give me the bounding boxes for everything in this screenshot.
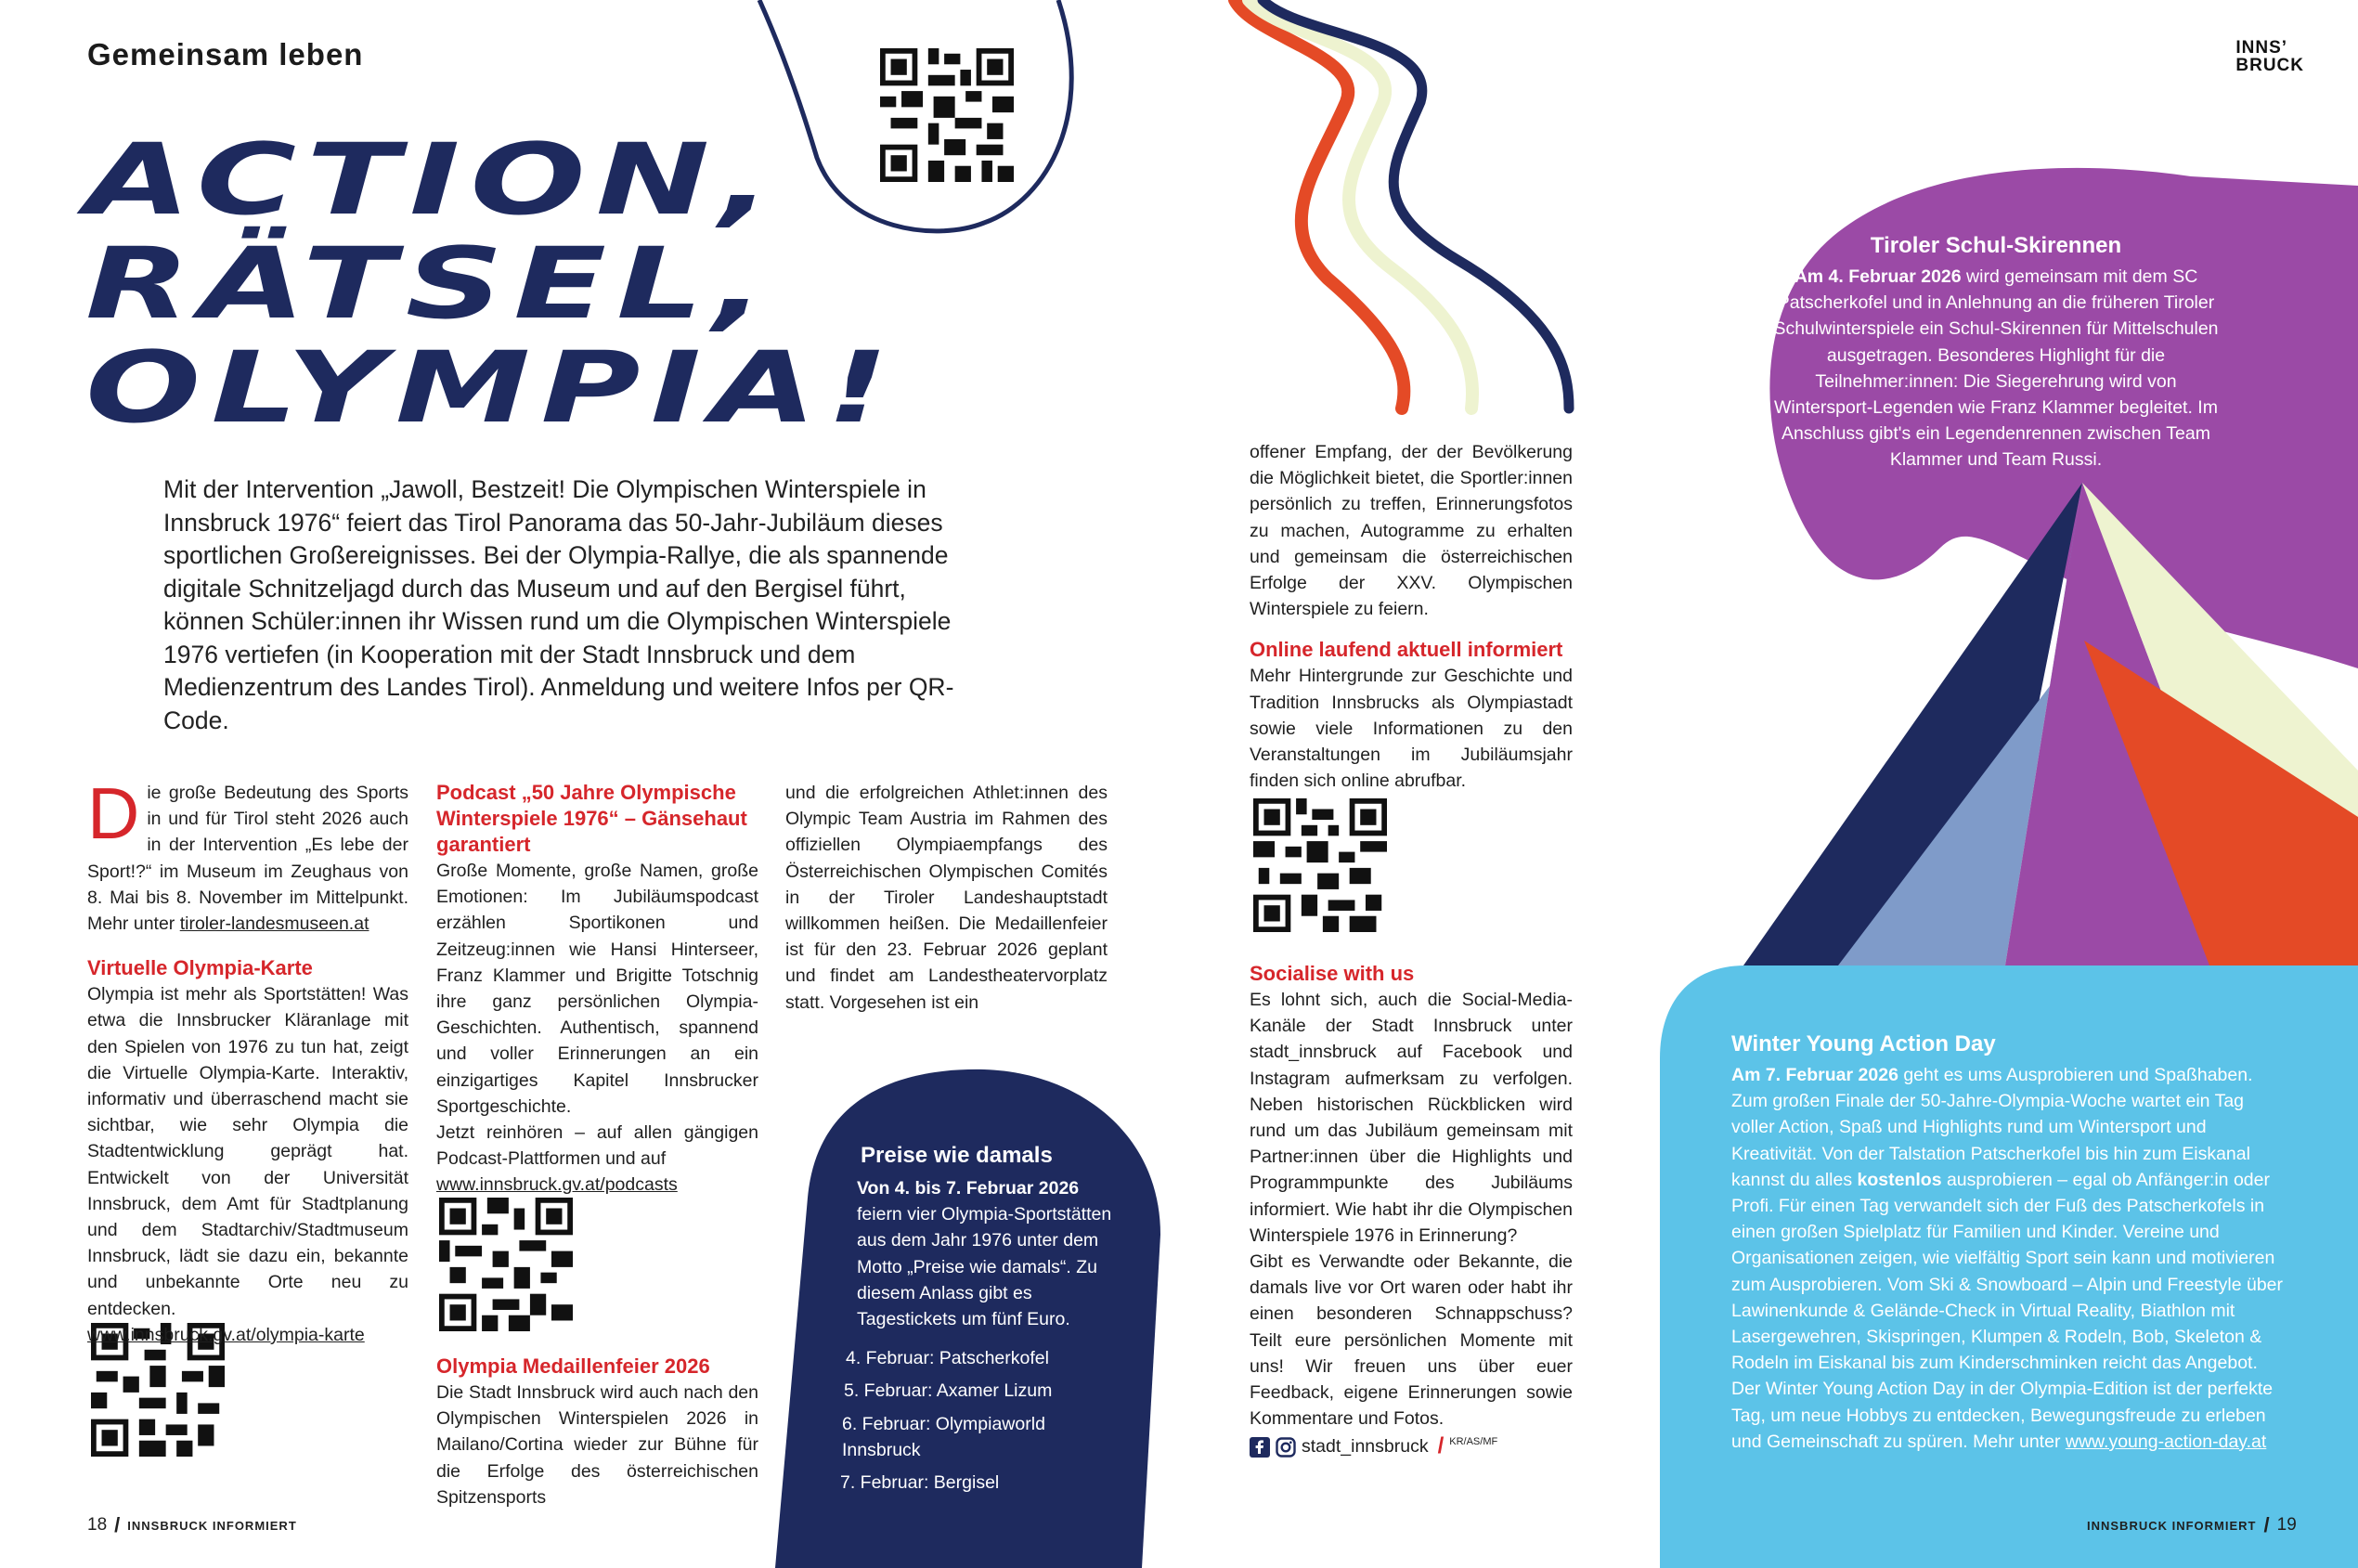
online-heading: Online laufend aktuell informiert: [1250, 638, 1563, 662]
podcast-link[interactable]: www.innsbruck.gv.at/podcasts: [436, 1174, 678, 1196]
olympia-map-link[interactable]: www.innsbruck.gv.at/olympia-karte: [87, 1324, 365, 1345]
qr-code-icon[interactable]: [439, 1198, 573, 1331]
social-row: [1250, 1433, 1573, 1459]
city-logo: [2235, 39, 2304, 74]
preise-item: 5. Februar: Axamer Lizum: [844, 1380, 1053, 1402]
qr-code-icon[interactable]: [880, 48, 1014, 182]
preise-item: 6. Februar: Olympiaworld Innsbruck: [842, 1413, 1045, 1460]
preise-box: [840, 1142, 1119, 1496]
free-emphasis: kostenlos: [1857, 1169, 1942, 1190]
virtual-map-heading: Virtuelle Olympia-Karte: [87, 956, 313, 980]
ski-track-cream: [1249, 0, 1472, 408]
col4-paragraph-2: Mehr Hintergrunde zur Geschichte und Tradition Innsbrucks als Olympiastadt sowie viele Informationen zu den Veranstaltungen im Jubiläumsjahr finden sich online abrufbar.: [1250, 666, 1573, 792]
museum-link[interactable]: tiroler-landesmuseen.at: [179, 914, 369, 935]
headline-line-1: ACTION,: [85, 123, 782, 237]
winter-young-title: Winter Young Action Day: [1731, 1031, 1996, 1056]
column-1: [87, 772, 408, 1348]
intro-paragraph: Mit der Intervention „Jawoll, Bestzeit! Die Olympischen Winterspiele in Innsbruck 1976“ feiert das Tirol Panorama das 50-Jahr-Jubiläum dieses sportlichen Großereignisses. Bei der Olympia-Rallye, die als spannende digitale Schnitzeljagd durch das Museum und auf den Bergisel führt, können Schüler:innen ihr Wissen rund um die Olympischen Winterspiele 1976 vertiefen (in Kooperation mit der Stadt Innsbruck und dem Medienzentrum des Landes Tirol). Anmeldung und weitere Infos per QR-Code.: [163, 475, 954, 734]
headline-line-2: RÄTSEL,: [85, 227, 775, 341]
dropcap: D: [87, 772, 140, 854]
preise-item: 7. Februar: Bergisel: [840, 1472, 1000, 1494]
col2-paragraph-1: Große Momente, große Namen, große Emotionen: Im Jubiläumspodcast erzählen Sportikonen und Zeitzeug:innen wie Hansi Hinterseer, Franz Klammer und Brigitte Totschnig ihre ganz persönlichen Olympia-Geschichten. Authentisch, spannend und voller Erinnerungen an ein einzigartiges Kapitel Innsbrucker Sportgeschichte.: [436, 861, 758, 1117]
col4-paragraph-3: Es lohnt sich, auch die Social-Media-Kanäle der Stadt Innsbruck unter stadt_innsbruck auf Facebook und Instagram aufmerksam zu verfolgen. Neben historischen Rückblicken wird rund um das Jubiläum gemeinsam mit Partner:innen über die Highlights und Programmpunkte des Jubiläums informiert. Wie habt ihr die Olympischen Winterspiele 1976 in Erinnerung?: [1250, 990, 1573, 1246]
winter-young-box: [1731, 1030, 2283, 1455]
column-2-lower: [436, 1354, 758, 1510]
col4-paragraph-1: offener Empfang, der der Bevölkerung die Möglichkeit bietet, die Sportler:innen persönlich zu treffen, Erinnerungsfotos zu machen, Autogramme zu erhalten und gemeinsam die österreichischen Erfolge der XXV. Olympischen Winterspiele zu feiern.: [1250, 442, 1573, 620]
ski-track-red: [1235, 0, 1404, 408]
col2-paragraph-2: Jetzt reinhören – auf allen gängigen Podcast-Plattformen und auf: [436, 1122, 758, 1170]
medal-ceremony-heading: Olympia Medaillenfeier 2026: [436, 1354, 710, 1378]
footer-label-right: INNSBRUCK INFORMIERT: [2087, 1518, 2257, 1533]
schulski-text: wird gemeinsam mit dem SC Patscherkofel und in Anlehnung an die früheren Tiroler Schulwinterspiele ein Schul-Skirennen für Mittelschulen ausgetragen. Besonderes Highlight für die Teilnehmer:innen: Die Siegerehrung wird von Wintersport-Legenden wie Franz Klammer begleitet. Im Anschluss gibt's ein Legendenrennen zwischen Team Klammer und Team Russi.: [1773, 266, 2219, 471]
preise-dates: Von 4. bis 7. Februar 2026: [857, 1178, 1080, 1199]
column-3: [785, 780, 1108, 1016]
winter-young-text-1: geht es ums Ausprobieren und Spaßhaben. Zum großen Finale der 50-Jahre-Olympia-Woche wartet ein Tag voller Action, Spaß und Highlights rund um Wintersport und Kreativität. Von der Talstation Patscherkofel bis hin zum Eiskanal kannst du alles: [1731, 1065, 2253, 1190]
schulski-box: [1768, 232, 2223, 473]
preise-title: Preise wie damals: [861, 1143, 1053, 1168]
column-4-lower: [1250, 961, 1573, 1460]
footer-left: [87, 1513, 297, 1537]
col2-paragraph-3: Die Stadt Innsbruck wird auch nach den Olympischen Winterspielen 2026 in Mailano/Cortina wieder zur Bühne für die Erfolge des österreichischen Spitzensports: [436, 1382, 758, 1508]
section-label: Gemeinsam leben: [87, 37, 364, 71]
social-handle[interactable]: stadt_innsbruck: [1302, 1436, 1429, 1458]
headline-line-3: OLYMPIA!: [85, 330, 900, 445]
podcast-heading: Podcast „50 Jahre Olympische Winterspiele 1976“ – Gänsehaut garantiert: [436, 781, 747, 856]
schulski-date: Am 4. Februar 2026: [1794, 266, 1962, 287]
preise-lead: feiern vier Olympia-Sportstätten aus dem Jahr 1976 unter dem Motto „Preise wie damals“. Zu diesem Anlass gibt es Tagestickets um fünf Euro.: [857, 1204, 1112, 1330]
social-heading: Socialise with us: [1250, 962, 1415, 985]
col1-paragraph-2: Olympia ist mehr als Sportstätten! Was etwa die Innsbrucker Kläranlage mit den Spielen von 1976 zu tun hat, zeigt die Virtuelle Olympia-Karte. Interaktiv, informativ und überraschend macht sie sichtbar, wie sehr Olympia die Stadtentwicklung geprägt hat. Entwickelt von der Universität Innsbruck, dem Amt für Stadtplanung und dem Stadtarchiv/Stadtmuseum Innsbruck, lädt sie dazu ein, bekannte und unbekannte Orte neu zu entdecken.: [87, 984, 408, 1319]
winter-young-text-2: ausprobieren – egal ob Anfänger:in oder Profi. Für einen Tag verwandelt sich der Fuß des Patscherkofels in einen großen Spielplatz für Familien und Kinder. Vereine und Organisationen zeigen, wie vielfältig Sport sein kann und motivieren zum Ausprobieren. Vom Ski & Snowboard – Alpin und Freestyle über Lawinenkunde & Gelände-Check in Virtual Reality, Biathlon mit Lasergewehren, Skispringen, Klumpen & Rodeln, Bob, Skeleton & Rodeln im Eiskanal bis zum Kinderschminken reicht das Angebot. Der Winter Young Action Day in der Olympia-Edition ist der perfekte Tag, um neue Hobbys zu entdecken, Bewegungsfreude zu erleben und Gemeinschaft zu spüren. Mehr unter: [1731, 1169, 2283, 1452]
column-2: [436, 780, 758, 1199]
col1-paragraph-1: ie große Bedeutung des Sports in und für Tirol steht 2026 auch in der Intervention „Es lebe der Sport!?“ im Museum im Zeughaus von 8. Mai bis 8. November im Mittelpunkt. Mehr unter: [87, 783, 408, 935]
col4-paragraph-4: Gibt es Verwandte oder Bekannte, die damals live vor Ort waren oder habt ihr einen besonderen Schnappschuss? Teilt eure persönlichen Momente mit uns! Wir freuen uns über euer Feedback, eigene Erinnerungen sowie Kommentare und Fotos.: [1250, 1251, 1573, 1430]
winter-young-date: Am 7. Februar 2026: [1731, 1065, 1898, 1085]
column-4: [1250, 439, 1573, 794]
instagram-icon[interactable]: [1276, 1437, 1296, 1458]
footer-right: [2087, 1513, 2297, 1537]
col3-paragraph-1: und die erfolgreichen Athlet:innen des Olympic Team Austria im Rahmen des offiziellen Olympiaempfangs des Österreichischen Olympischen Comités in der Tiroler Landeshauptstadt willkommen heißen. Die Medaillenfeier ist für den 23. Februar 2026 geplant und findet am Landestheatervorplatz statt. Vorgesehen ist ein: [785, 783, 1108, 1013]
facebook-icon[interactable]: [1250, 1437, 1270, 1458]
slash-divider: /: [1437, 1433, 1445, 1459]
page-number-right: 19: [2276, 1515, 2297, 1535]
page-number-left: 18: [87, 1515, 108, 1535]
young-action-day-link[interactable]: www.young-action-day.at: [2065, 1431, 2267, 1452]
preise-item: 4. Februar: Patscherkofel: [846, 1348, 1049, 1369]
footer-label-left: INNSBRUCK INFORMIERT: [127, 1518, 297, 1533]
author-credit: KR/AS/MF: [1449, 1436, 1498, 1448]
footer-divider: /: [2263, 1513, 2270, 1536]
schulski-title: Tiroler Schul-Skirennen: [1870, 233, 2122, 258]
qr-code-icon[interactable]: [1253, 798, 1387, 932]
logo-line-1: INNS’: [2235, 38, 2288, 58]
logo-line-2: BRUCK: [2235, 56, 2304, 75]
footer-divider: /: [114, 1513, 121, 1536]
